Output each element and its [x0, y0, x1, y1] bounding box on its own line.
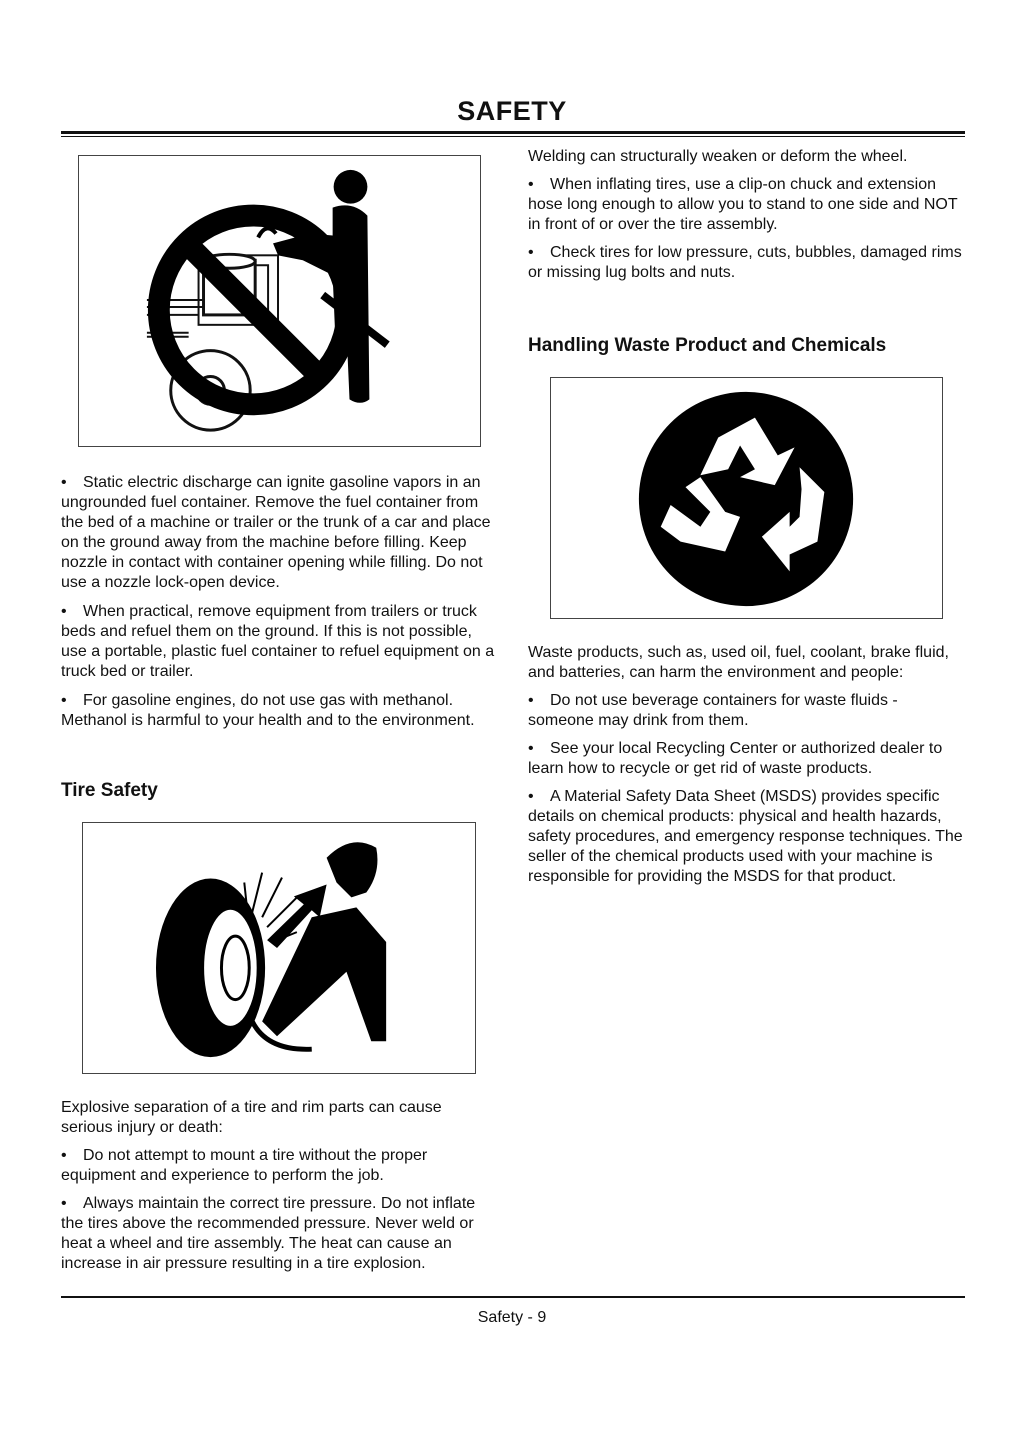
- list-item: [528, 243, 966, 283]
- figure-no-refuel: [78, 155, 481, 447]
- list-item-text: A Material Safety Data Sheet (MSDS) provides specific details on chemical products: physical and health hazards, safety procedures, and emergency response techniques. The seller of the chemical products used with your machine is responsible for providing the MSDS for that product.: [528, 788, 963, 885]
- list-item: [61, 1194, 497, 1274]
- list-item: [528, 787, 966, 887]
- footer-rule: [61, 1296, 965, 1298]
- figure-tire-explosion: [82, 822, 476, 1074]
- list-item-text: Do not use beverage containers for waste fluids - someone may drink from them.: [528, 692, 898, 729]
- figure-recycle: [550, 377, 943, 619]
- header-rule: [61, 131, 965, 134]
- list-item-text: When practical, remove equipment from trailers or truck beds and refuel them on the ground. If this is not possible, use a portable, plastic fuel container to refuel equipment on a truck bed or trailer.: [61, 603, 495, 680]
- list-item-text: Static electric discharge can ignite gasoline vapors in an ungrounded fuel container. Remove the fuel container from the bed of a machine or trailer or the trunk of a car and place on the ground away from the machine before filling. Keep nozzle in contact with container opening while filling. Do not use a nozzle lock-open device.: [61, 474, 491, 591]
- section-heading-waste: Handling Waste Product and Chemicals: [528, 335, 887, 356]
- tire-explosion-hazard-icon: [83, 823, 475, 1073]
- list-item-text: Check tires for low pressure, cuts, bubbles, damaged rims or missing lug bolts and nuts.: [528, 244, 962, 281]
- right-column-top: [528, 147, 966, 283]
- paragraph: Waste products, such as, used oil, fuel, coolant, brake fluid, and batteries, can harm the environment and people:: [528, 644, 949, 681]
- list-item-text: See your local Recycling Center or authorized dealer to learn how to recycle or get rid of waste products.: [528, 740, 943, 777]
- list-item: [528, 175, 966, 235]
- section-heading-tire-safety: Tire Safety: [61, 780, 158, 801]
- list-item: [528, 691, 966, 731]
- no-refueling-on-truck-bed-icon: [79, 156, 480, 446]
- header-rule-thin: [61, 136, 965, 137]
- list-item-text: Do not attempt to mount a tire without the proper equipment and experience to perform the job.: [61, 1147, 428, 1184]
- page-number: Safety - 9: [477, 1309, 547, 1326]
- right-column-bottom: [528, 643, 966, 887]
- paragraph: Explosive separation of a tire and rim parts can cause serious injury or death:: [61, 1099, 442, 1136]
- list-item: [61, 473, 497, 593]
- list-item-text: Always maintain the correct tire pressure. Do not inflate the tires above the recommended pressure. Never weld or heat a wheel and tire assembly. The heat can cause an increase in air pressure resulting in a tire explosion.: [61, 1195, 476, 1272]
- recycle-icon: [551, 378, 942, 618]
- left-column-top: [61, 473, 497, 731]
- list-item: [61, 1146, 497, 1186]
- paragraph: Welding can structurally weaken or deform the wheel.: [528, 148, 908, 165]
- list-item-text: When inflating tires, use a clip-on chuck and extension hose long enough to allow you to stand to one side and NOT in front of or over the tire assembly.: [528, 176, 958, 233]
- list-item-text: For gasoline engines, do not use gas with methanol. Methanol is harmful to your health and to the environment.: [61, 692, 475, 729]
- left-column-bottom: [61, 1098, 497, 1274]
- list-item: [528, 739, 966, 779]
- list-item: [61, 602, 497, 682]
- list-item: [61, 691, 497, 731]
- page-title: SAFETY: [457, 96, 567, 126]
